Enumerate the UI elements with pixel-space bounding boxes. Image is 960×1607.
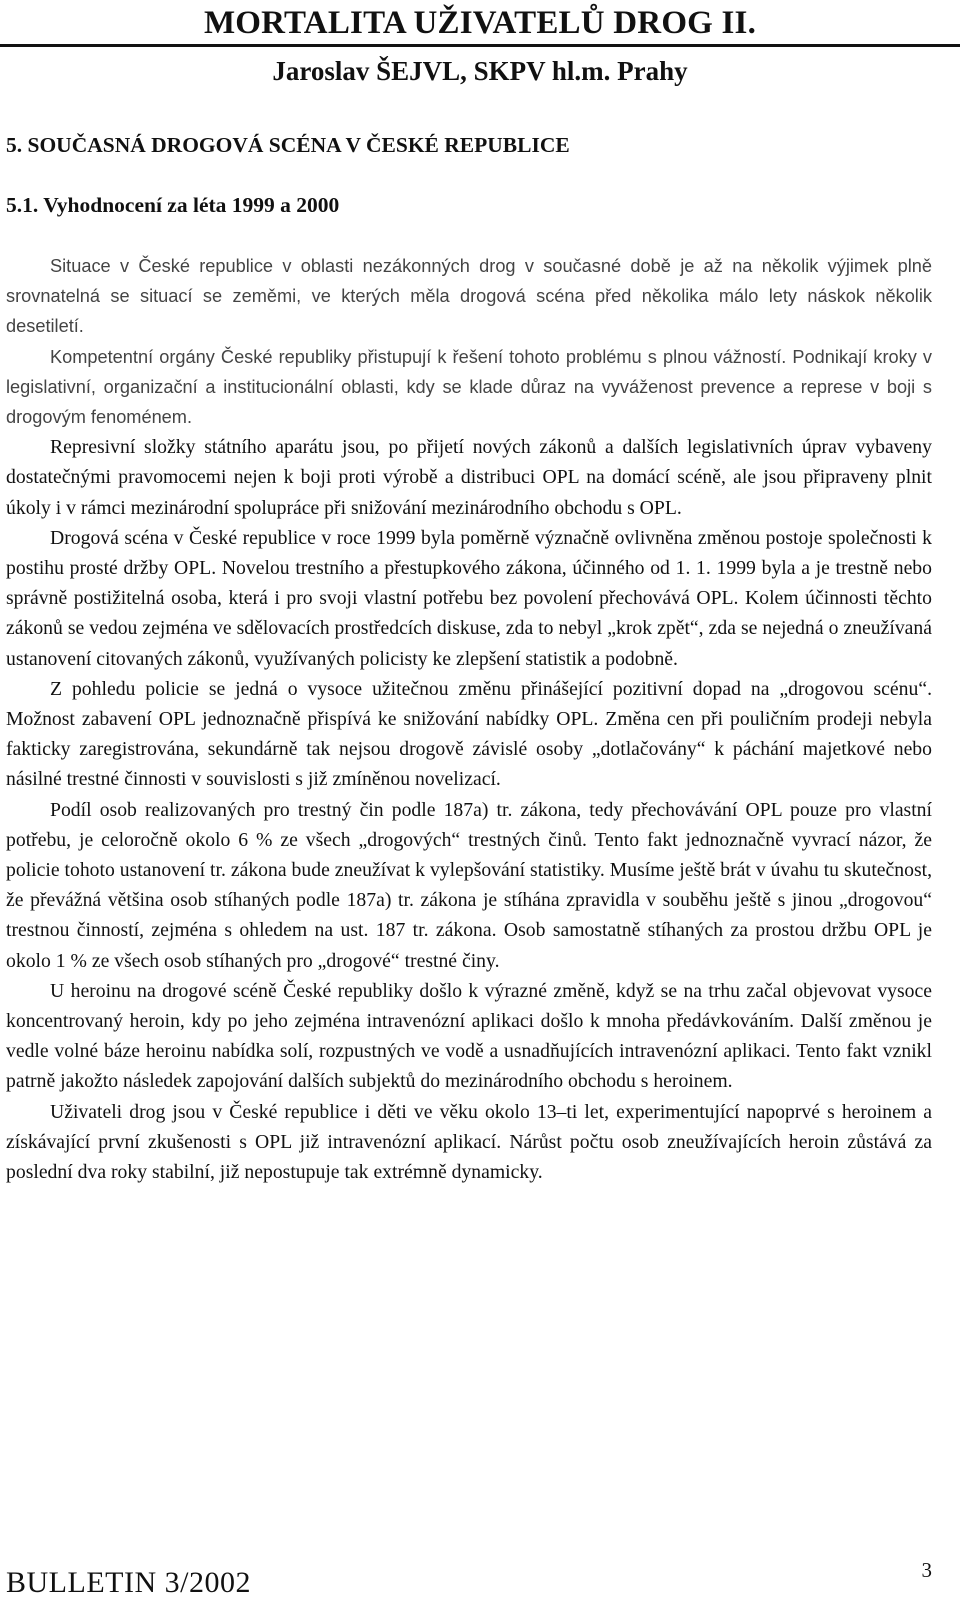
document-title: MORTALITA UŽIVATELŮ DROG II. (203, 5, 757, 41)
body-text (6, 251, 932, 1187)
paragraph: Uživateli drog jsou v České republice i děti ve věku okolo 13–ti let, experimentující napoprvé s heroinem a získávající první zkušenosti s OPL již intravenózní aplikací. Nárůst počtu osob zneužívajících heroin zůstává za poslední dva roky stabilní, již nepostupuje tak extrémně dynamicky. (6, 1100, 932, 1184)
paragraph: Z pohledu policie se jedná o vysoce užitečnou změnu přinášející pozitivní dopad na „drogovou scénu“. Možnost zabavení OPL jednoznačně přispívá ke snižování nabídky OPL. Změna cen při pouličním prodeji nebyla fakticky zaregistrována, sekundárně tak nejsou drogově závislé osoby „dotlačovány“ k páchání majetkové nebo násilné trestné činnosti v souvislosti s již zmíněnou novelizací. (6, 677, 932, 791)
paragraph: Represivní složky státního aparátu jsou, po přijetí nových zákonů a dalších legislativních úprav vybaveny dostatečnými pravomocemi nejen k boji proti výrobě a distribuci OPL na domácí scéně, ale jsou připraveny plnit úkoly i v rámci mezinárodní spolupráce při snižování mezinárodního obchodu s OPL. (6, 436, 932, 519)
subsection-heading: 5.1. Vyhodnocení za léta 1999 a 2000 (6, 193, 340, 217)
document-author: Jaroslav ŠEJVL, SKPV hl.m. Prahy (272, 56, 688, 86)
header-rule (0, 44, 960, 47)
paragraph: Kompetentní orgány České republiky přistupují k řešení tohoto problému s plnou vážností. Podnikají kroky v legislativní, organizační a institucionální oblasti, kdy se klade důraz na vyváženost prevence a represe v boji s drogovým fenoménem. (6, 346, 932, 428)
section-heading: 5. SOUČASNÁ DROGOVÁ SCÉNA V ČESKÉ REPUBLICE (6, 133, 570, 157)
paragraph: Podíl osob realizovaných pro trestný čin podle 187a) tr. zákona, tedy přechovávání OPL pouze pro vlastní potřebu, je celoročně okolo 6 % ze všech „drogových“ trestných činů. Tento fakt jednoznačně vyvrací názor, že policie tohoto ustanovení tr. zákona bude zneužívat k vylepšování statistiky. Musíme ještě brát v úvahu tu skutečnost, že převážná většina osob stíhaných podle 187a) tr. zákona je stíhána zpravidla v souběhu ještě s jinou „drogovou“ trestnou činností, zejména s ohledem na ust. 187 tr. zákona. Osob samostatně stíhaných za prostou držbu OPL je okolo 1 % ze všech osob stíhaných pro „drogové“ trestné činy. (6, 798, 932, 972)
paragraph: U heroinu na drogové scéně České republiky došlo k výrazné změně, když se na trhu začal objevovat vysoce koncentrovaný heroin, kdy po jeho zejména intravenózní aplikaci došlo k mnoha předávkováním. Další změnou je vedle volné báze heroinu nabídka solí, rozpustných ve vodě a usnadňujících intravenózní aplikaci. Tento fakt vznikl patrně jakožto následek zapojování dalších subjektů do mezinárodního obchodu s heroinem. (6, 979, 932, 1093)
page-number: 3 (921, 1558, 932, 1582)
paragraph: Drogová scéna v České republice v roce 1999 byla poměrně význačně ovlivněna změnou postoje společnosti k postihu prosté držby OPL. Novelou trestního a přestupkového zákona, účinného od 1. 1. 1999 byla a je trestně nebo správně postižitelná osoba, která i pro svoji vlastní potřebu bez povolení přechovává OPL. Kolem účinnosti těchto zákonů se vedou zejména ve sdělovacích prostředcích diskuse, zda to nebyl „krok zpět“, zda se nejedná o zneužívaná ustanovení citovaných zákonů, využívaných policisty ke zlepšení statistik a podobně. (6, 526, 932, 670)
publication-footer: BULLETIN 3/2002 (6, 1566, 251, 1599)
paragraph: Situace v České republice v oblasti nezákonných drog v současné době je až na několik výjimek plně srovnatelná se situací se zeměmi, ve kterých měla drogová scéna před několika málo lety náskok několik desetiletí. (6, 256, 932, 337)
